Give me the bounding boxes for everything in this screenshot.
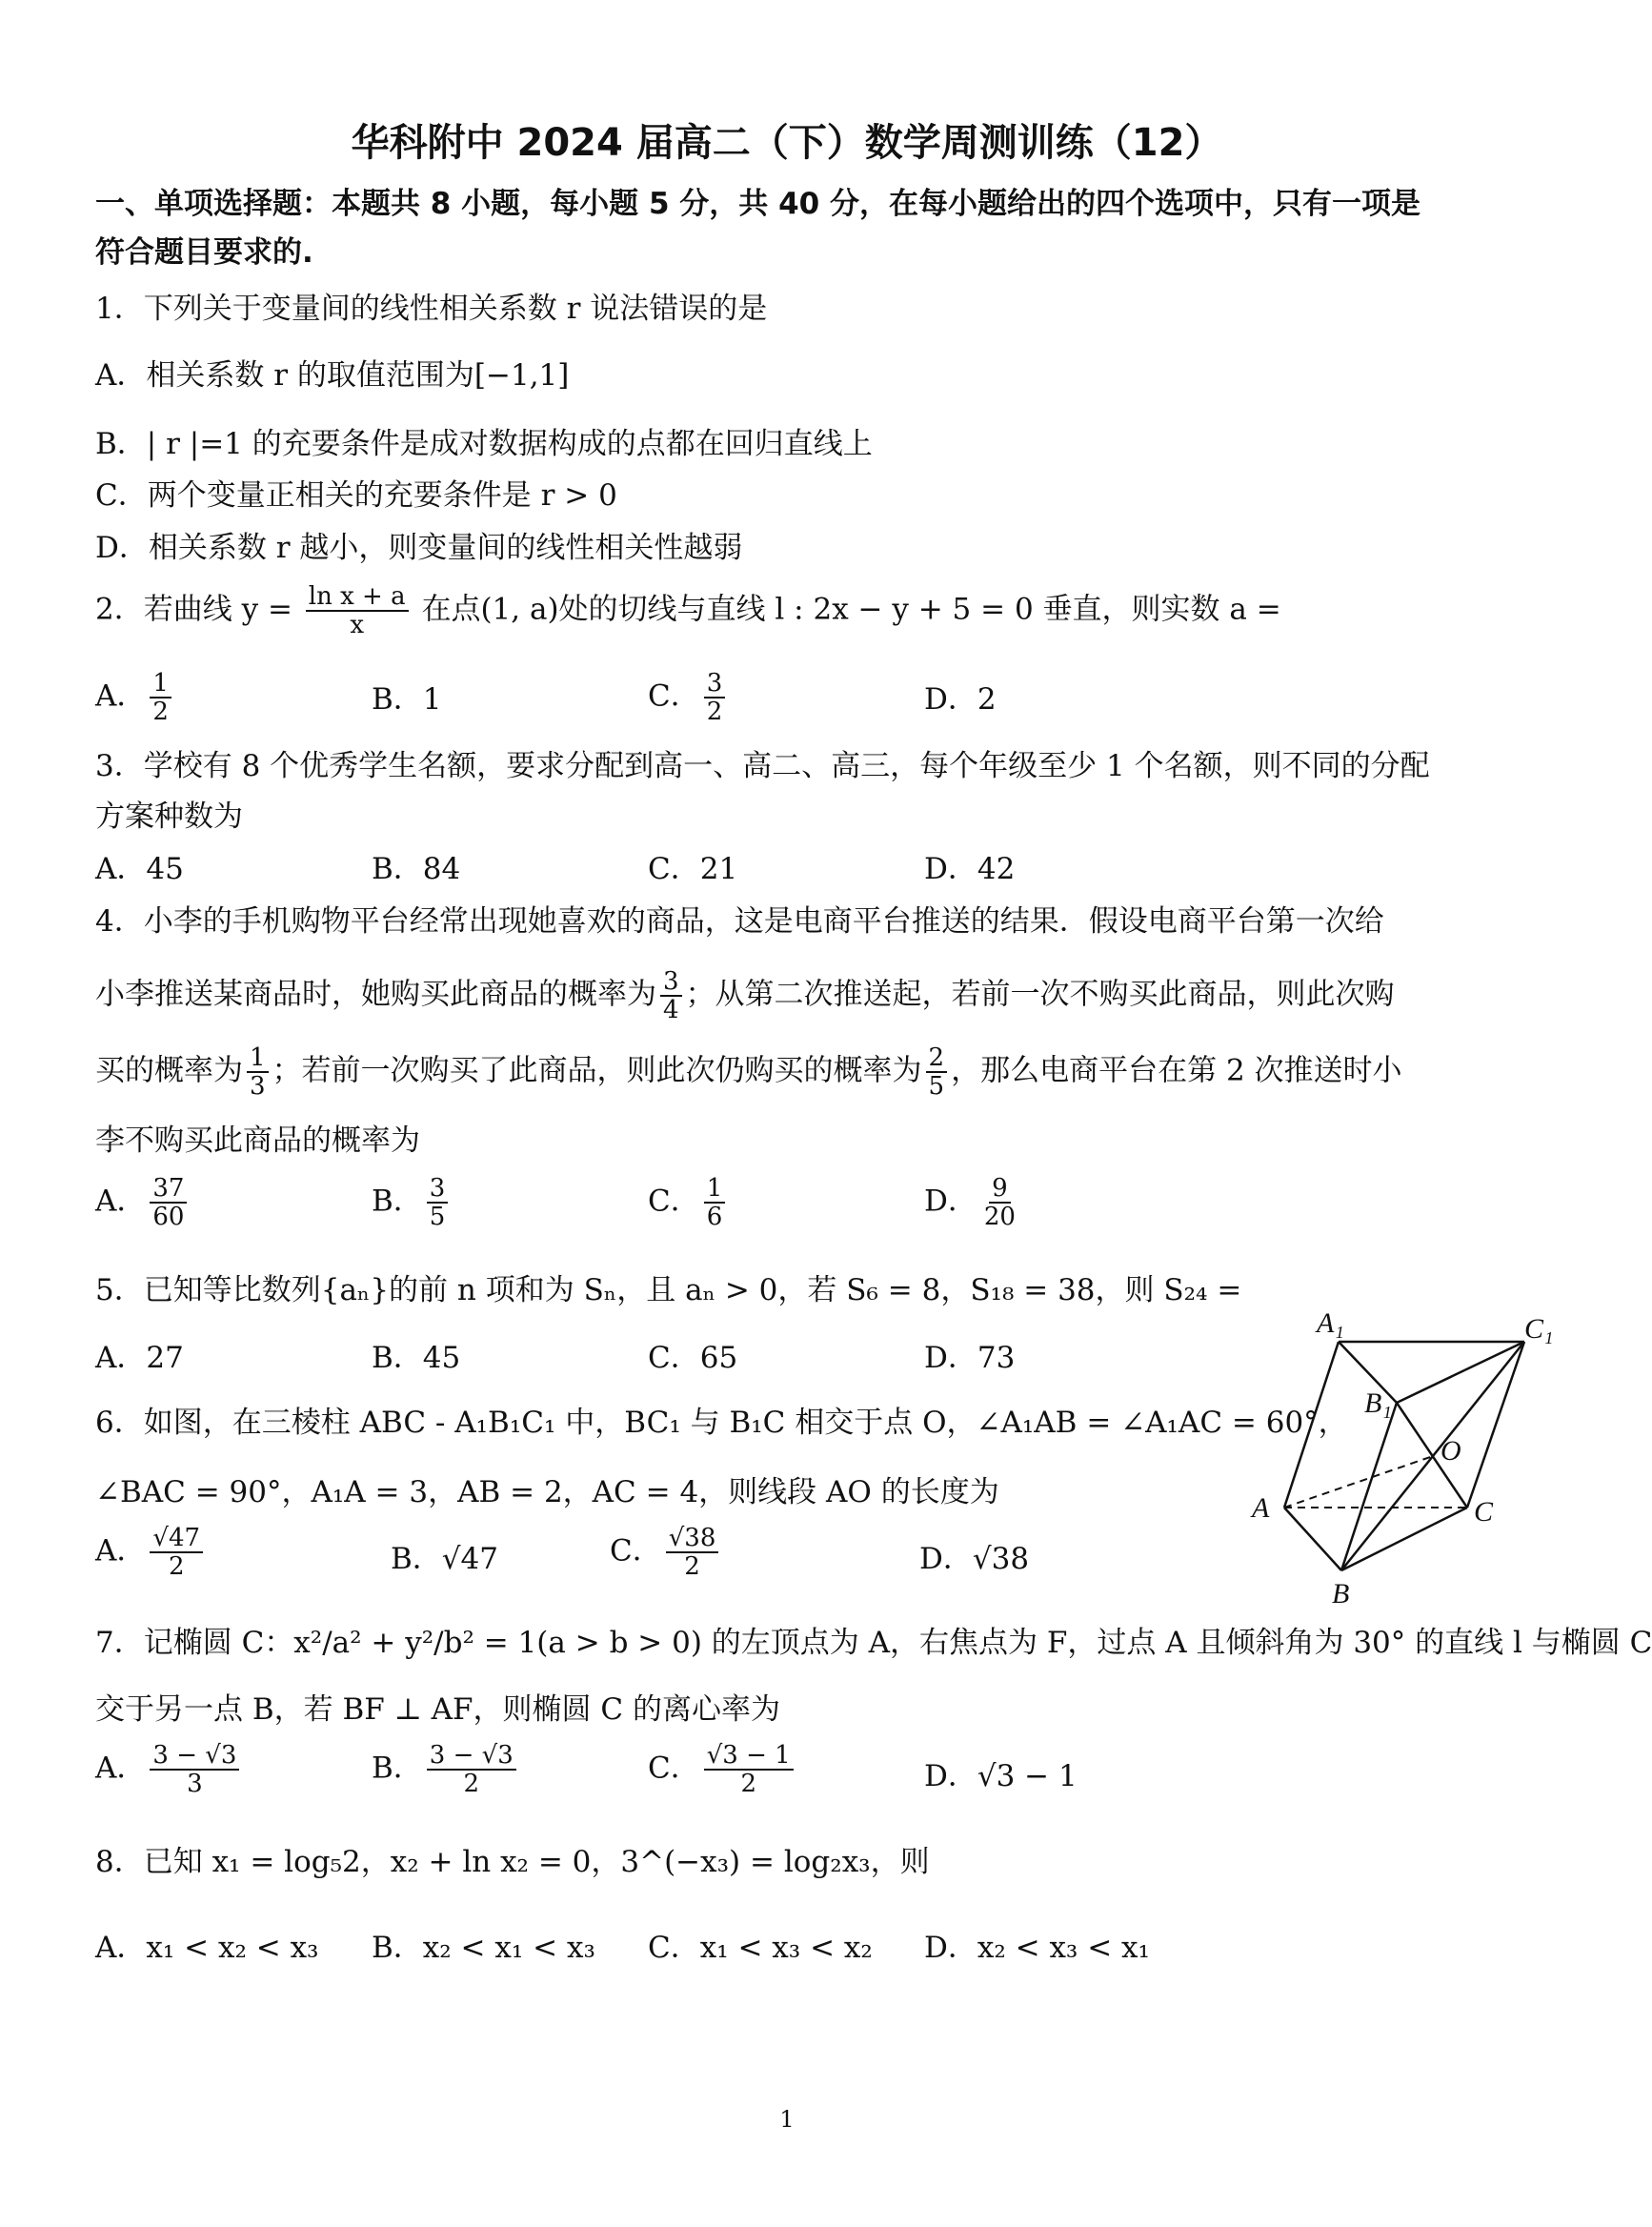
label-c1: C₁	[1524, 1313, 1554, 1345]
label-o: O	[1440, 1435, 1461, 1467]
prism-figure	[1239, 1282, 1554, 1610]
question-2-option-d: D．2	[924, 682, 997, 717]
question-3-option-a: A．45	[95, 852, 184, 886]
question-6-option-a: A． $\frac{√47}{2}$	[95, 1525, 207, 1580]
question-1-option-a: A．相关系数 r 的取值范围为[−1,1]	[95, 358, 570, 393]
question-7-stem: 7．记椭圆 C：x²/a² + y²/b² = 1(a > b > 0) 的左顶点为 A，右焦点为 F，过点 A 且倾斜角为 30° 的直线 l 与椭圆 C	[95, 1626, 1652, 1660]
page-number: 1	[779, 2106, 795, 2133]
question-5-option-a: A．27	[95, 1341, 184, 1375]
question-4-stem-cont3: 李不购买此商品的概率为	[95, 1124, 420, 1158]
question-8-option-a: A．x₁ < x₂ < x₃	[95, 1931, 319, 1965]
question-8-option-d: D．x₂ < x₃ < x₁	[924, 1931, 1150, 1965]
question-3-option-b: B．84	[372, 852, 461, 886]
question-6-stem-cont: ∠BAC = 90°，A₁A = 3，AB = 2，AC = 4，则线段 AO 的长度为	[95, 1475, 999, 1509]
question-5-stem: 5．已知等比数列{aₙ}的前 n 项和为 Sₙ，且 aₙ > 0，若 S₆ = 8，S₁₈ = 38，则 S₂₄ =	[95, 1273, 1242, 1307]
question-6-option-d: D．√38	[919, 1542, 1030, 1576]
question-7-option-a: A． $\frac{3 - √3}{3}$	[95, 1742, 243, 1797]
question-4-option-a: A． $\frac{37}{60}$	[95, 1175, 191, 1230]
section-heading: 一、单项选择题：本题共 8 小题，每小题 5 分，共 40 分，在每小题给出的四个选项中，只有一项是	[95, 187, 1421, 221]
question-6-option-c: C． $\frac{√38}{2}$	[610, 1525, 722, 1580]
question-6-option-b: B．√47	[391, 1542, 498, 1576]
question-8-option-c: C．x₁ < x₃ < x₂	[648, 1931, 873, 1965]
question-6-stem: 6．如图，在三棱柱 ABC - A₁B₁C₁ 中，BC₁ 与 B₁C 相交于点 O，∠A₁AB = ∠A₁AC = 60°，	[95, 1406, 1348, 1440]
label-a1: A₁	[1317, 1307, 1344, 1339]
question-1-option-d: D．相关系数 r 越小，则变量间的线性相关性越弱	[95, 531, 743, 565]
question-3-option-c: C．21	[648, 852, 738, 886]
question-3-stem-cont: 方案种数为	[95, 800, 243, 834]
page-title: 华科附中 2024 届高二（下）数学周测训练（12）	[351, 121, 1223, 165]
section-heading-cont: 符合题目要求的.	[95, 235, 313, 270]
question-7-stem-cont: 交于另一点 B，若 BF ⊥ AF，则椭圆 C 的离心率为	[95, 1692, 780, 1727]
question-3-option-d: D．42	[924, 852, 1016, 886]
question-7-option-b: B． $\frac{3 - √3}{2}$	[372, 1742, 520, 1797]
question-2-stem: 2．若曲线 y = $\frac{\text{ln x + a}}{x}$ 在点(1, a)处的切线与直线 l : 2x − y + 5 = 0 垂直，则实数 a =	[95, 582, 1281, 639]
fraction: $\frac{\text{ln x + a}}{x}$	[306, 583, 409, 638]
label-b: B	[1332, 1578, 1350, 1610]
label-c: C	[1474, 1496, 1494, 1528]
question-1-option-c: C．两个变量正相关的充要条件是 r > 0	[95, 478, 617, 513]
question-5-option-d: D．73	[924, 1341, 1016, 1375]
question-7-option-d: D．√3 − 1	[924, 1759, 1078, 1793]
label-a: A	[1252, 1492, 1270, 1524]
question-5-option-c: C．65	[648, 1341, 738, 1375]
question-8-option-b: B．x₂ < x₁ < x₃	[372, 1931, 595, 1965]
question-4-stem-cont2: 买的概率为 $\frac{1}{3}$ ；若前一次购买了此商品，则此次仍购买的概率为 $\frac{2}{5}$ ，那么电商平台在第 2 次推送时小	[95, 1043, 1402, 1101]
question-2-option-c: C． $\frac{3}{2}$	[648, 670, 729, 725]
question-4-option-d: D． $\frac{9}{20}$	[924, 1174, 1016, 1231]
label-b1: B₁	[1364, 1387, 1392, 1419]
question-1-option-b: B．| r |=1 的充要条件是成对数据构成的点都在回归直线上	[95, 427, 873, 461]
question-4-option-b: B． $\frac{3}{5}$	[372, 1175, 452, 1230]
question-2-option-a: A． $\frac{1}{2}$	[95, 670, 175, 725]
question-4-option-c: C． $\frac{1}{6}$	[648, 1175, 729, 1230]
question-4-stem: 4．小李的手机购物平台经常出现她喜欢的商品，这是电商平台推送的结果．假设电商平台第一次给	[95, 904, 1384, 939]
question-1-stem: 1．下列关于变量间的线性相关系数 r 说法错误的是	[95, 292, 768, 326]
question-2-option-b: B．1	[372, 682, 442, 717]
question-4-stem-cont: 小李推送某商品时，她购买此商品的概率为 $\frac{3}{4}$ ；从第二次推送起，若前一次不购买此商品，则此次购	[95, 967, 1395, 1024]
question-8-stem: 8．已知 x₁ = log₅2，x₂ + ln x₂ = 0，3^(−x₃) = log₂x₃，则	[95, 1845, 930, 1879]
question-5-option-b: B．45	[372, 1341, 461, 1375]
question-3-stem: 3．学校有 8 个优秀学生名额，要求分配到高一、高二、高三，每个年级至少 1 个名额，则不同的分配	[95, 749, 1430, 783]
question-7-option-c: C． $\frac{√3 - 1}{2}$	[648, 1742, 797, 1797]
